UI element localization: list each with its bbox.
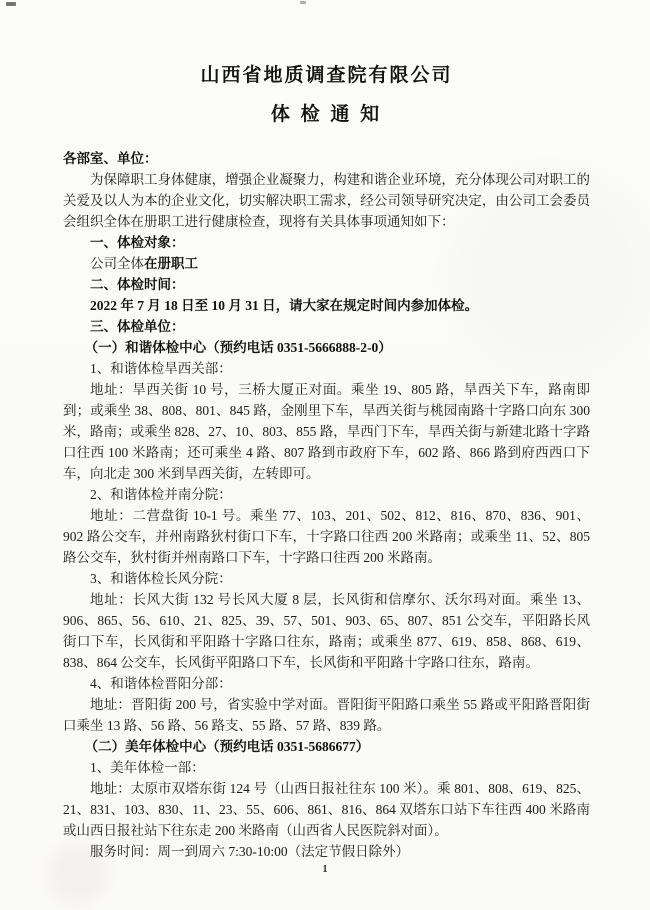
branch-service-time: 服务时间：周一到周六 7:30-10:00（法定节假日除外）	[90, 844, 410, 859]
branch-address: 地址：太原市双塔东街 124 号（山西日报社往东 100 米）。乘 801、808、619、825、21、831、103、830、11、23、55、606、861、816、864 双塔东口站下车往西 400 米路南或山西日报社站下往东走 200 米路南（山西省人民医院斜对面）。	[63, 781, 590, 838]
branch-title: 2、和谐体检并南分院：	[90, 487, 232, 502]
branch-title: 4、和谐体检晋阳分部：	[90, 676, 232, 691]
scan-artifact	[300, 1, 306, 4]
scan-artifact	[6, 2, 16, 6]
branch-title: 3、和谐体检长风分院：	[90, 571, 232, 586]
object-body-bold: 在册职工	[144, 256, 198, 271]
branch-title: 1、和谐体检旱西关部：	[90, 361, 232, 376]
intro-paragraph: 为保障职工身体健康，增强企业凝聚力，构建和谐企业环境，充分体现公司对职工的关爱及以人为本的企业文化，切实解决职工需求，经公司领导研究决定，由公司工会委员会组织全体在册职工进行健康检查，现将有关具体事项通知如下：	[63, 172, 590, 229]
notice-body	[63, 148, 590, 862]
center1-heading: （一）和谐体检中心（预约电话 0351-5666888-2-0）	[84, 340, 392, 355]
section-heading-time: 二、体检时间：	[90, 277, 185, 292]
branch-address: 地址：二营盘街 10-1 号。乘坐 77、103、201、502、812、816、870、836、901、902 路公交车，并州南路狄村街口下车，十字路口往西 200 米路南；或乘坐 11、52、805 路公交车，狄村街并州南路口下车，十字路口往西 200 米路南。	[63, 508, 590, 565]
section-heading-units: 三、体检单位：	[90, 319, 185, 334]
object-body-normal: 公司全体	[90, 256, 144, 271]
branch-address: 地址：晋阳街 200 号，省实验中学对面。晋阳街平阳路口乘坐 55 路或平阳路晋阳街口乘坐 13 路、56 路、56 路支、55 路、57 路、839 路。	[63, 697, 590, 733]
page-number: 1	[322, 864, 328, 875]
salutation: 各部室、单位：	[63, 151, 158, 166]
branch-title: 1、美年体检一部：	[90, 760, 205, 775]
document-content	[63, 64, 590, 862]
object-body	[63, 253, 590, 274]
section-heading-object: 一、体检对象：	[90, 235, 185, 250]
center2-heading: （二）美年体检中心（预约电话 0351-5686677）	[84, 739, 370, 754]
branch-address: 地址：长风大街 132 号长风大厦 8 层，长风街和信摩尔、沃尔玛对面。乘坐 13、906、865、56、610、21、825、39、57、501、903、65、807、851 公交车，平阳路长风街口下车，长风街和平阳路十字路口往东，路南；或乘坐 877、619、858、868、619、838、864 公交车，长风街平阳路口下车，长风街和平阳路十字路口往东，路南。	[63, 592, 590, 670]
company-title: 山西省地质调查院有限公司	[200, 65, 453, 86]
notice-title: 体 检 通 知	[270, 104, 383, 125]
time-body: 2022 年 7 月 18 日至 10 月 31 日，请大家在规定时间内参加体检。	[90, 298, 479, 313]
branch-address: 地址：旱西关街 10 号，三桥大厦正对面。乘坐 19、805 路，旱西关下车，路南即到；或乘坐 38、808、801、845 路，金刚里下车，旱西关街与桃园南路十字路口向东 300 米，路南；或乘坐 828、27、10、803、855 路，旱西门下车，旱西关街与新建北路十字路口往西 100 米路南；还可乘坐 4 路、807 路到市政府下车，602 路、866 路到府西西口下车，向北走 300 米到旱西关街，左转即可。	[63, 382, 590, 481]
